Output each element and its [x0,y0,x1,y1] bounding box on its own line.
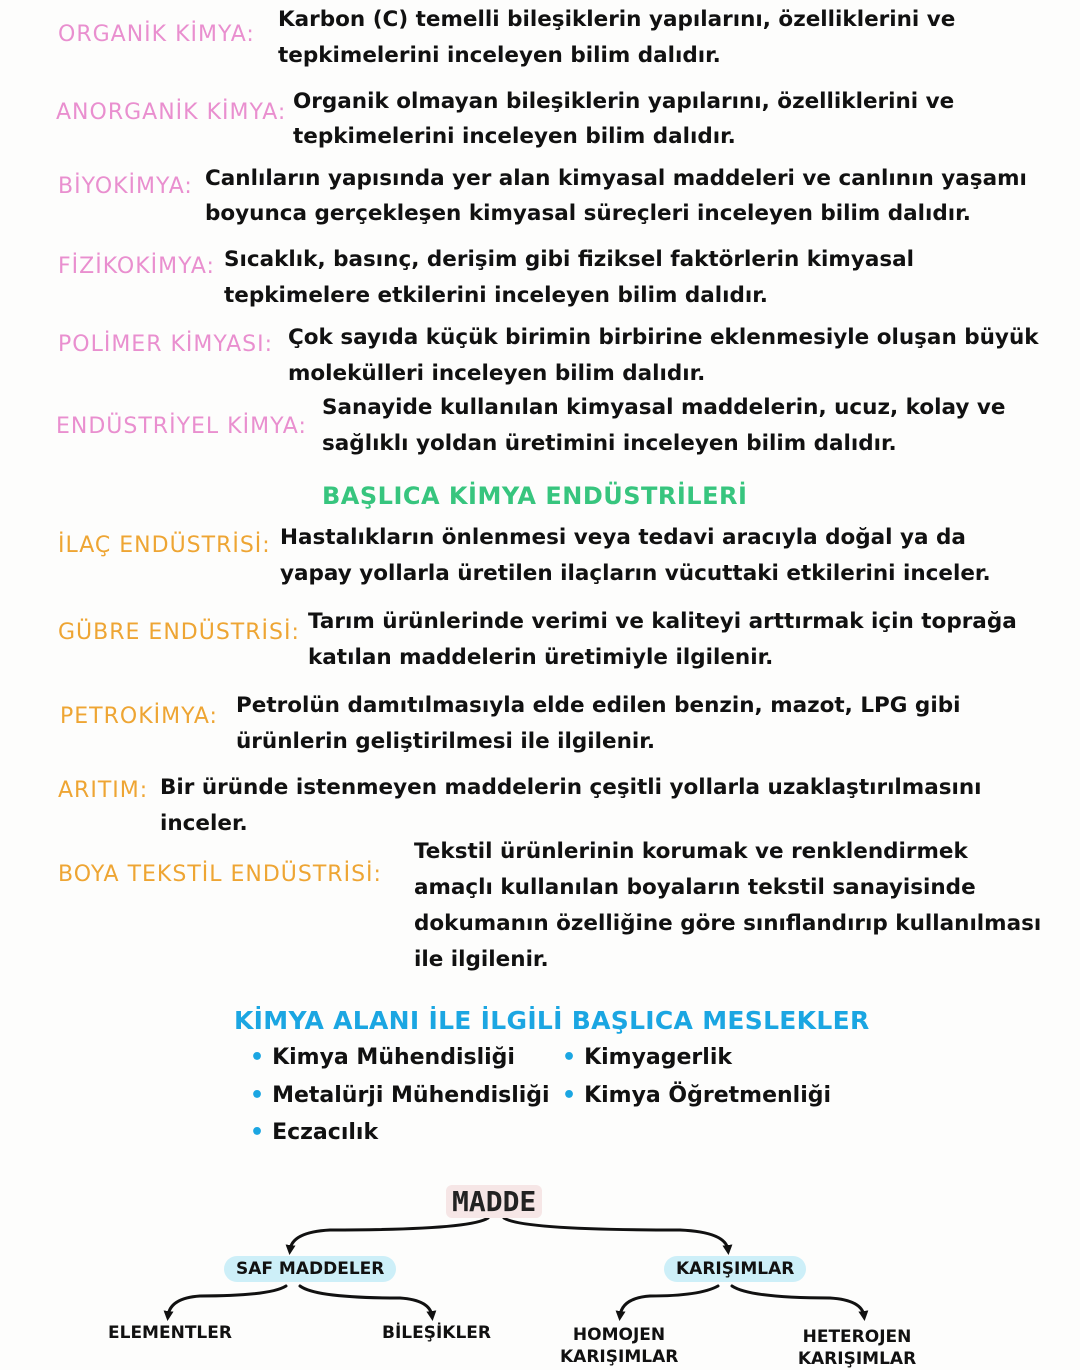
definition-line: ile ilgilenir. [414,947,549,972]
term-label: BOYA TEKSTİL ENDÜSTRİSİ: [58,862,382,887]
definition-line: katılan maddelerin üretimiyle ilgilenir. [308,645,774,670]
bullet-dot-icon: • [562,1083,577,1108]
professions-heading: KİMYA ALANI İLE İLGİLİ BAŞLICA MESLEKLER [234,1006,870,1035]
arrow-root-right [504,1218,728,1250]
term-label: PETROKİMYA: [60,704,218,729]
definition-line: Bir üründe istenmeyen maddelerin çeşitli yollarla uzaklaştırılmasını [160,775,982,800]
arrow-karisim-heterojen [732,1286,864,1316]
tree-leaf-bilesikler: BİLEŞİKLER [382,1323,492,1343]
profession-item: • Kimya Mühendisliği [250,1045,515,1070]
industries-heading: BAŞLICA KİMYA ENDÜSTRİLERİ [322,482,748,510]
term-label: BİYOKİMYA: [58,174,193,199]
definition-line: tepkimelere etkilerini inceleyen bilim dalıdır. [224,283,768,308]
bullet-dot-icon: • [250,1120,265,1145]
definition-line: ürünlerin geliştirilmesi ile ilgilenir. [236,729,656,754]
definition-line: tepkimelerini inceleyen bilim dalıdır. [278,43,721,68]
bullet-dot-icon: • [250,1045,265,1070]
definition-line: molekülleri inceleyen bilim dalıdır. [288,361,706,386]
tree-node-saf-maddeler: SAF MADDELER [224,1256,396,1282]
definition-line: Sanayide kullanılan kimyasal maddelerin, ucuz, kolay ve [322,395,1006,420]
profession-item: • Kimyagerlik [562,1045,732,1070]
term-label: POLİMER KİMYASI: [58,332,274,357]
term-label: FİZİKOKİMYA: [58,254,215,279]
bullet-dot-icon: • [562,1045,577,1070]
definition-line: Sıcaklık, basınç, derişim gibi fiziksel faktörlerin kimyasal [224,247,915,272]
tree-root: MADDE [446,1185,542,1218]
tree-node-karisimlar: KARIŞIMLAR [664,1256,806,1282]
term-label: ARITIM: [58,778,149,803]
term-label: ORGANİK KİMYA: [58,22,255,47]
definition-line: amaçlı kullanılan boyaların tekstil sanayisinde [414,875,976,900]
tree-leaf-homojen: HOMOJEN KARIŞIMLAR [560,1325,679,1367]
definition-line: Organik olmayan bileşiklerin yapılarını, özelliklerini ve [293,89,955,114]
term-label: ANORGANİK KİMYA: [56,100,287,125]
definition-line: Petrolün damıtılmasıyla elde edilen benzin, mazot, LPG gibi [236,693,961,718]
definition-line: boyunca gerçekleşen kimyasal süreçleri inceleyen bilim dalıdır. [205,201,971,226]
definition-line: yapay yollarla üretilen ilaçların vücuttaki etkilerini inceler. [280,561,991,586]
arrow-root-left [290,1218,488,1250]
definition-line: Çok sayıda küçük birimin birbirine eklenmesiyle oluşan büyük [288,325,1039,350]
profession-item: • Metalürji Mühendisliği [250,1083,550,1108]
definition-line: Karbon (C) temelli bileşiklerin yapılarını, özelliklerini ve [278,7,956,32]
arrow-saf-bilesikler [300,1286,432,1316]
definition-line: Tarım ürünlerinde verimi ve kaliteyi arttırmak için toprağa [308,609,1017,634]
definition-line: sağlıklı yoldan üretimini inceleyen bilim dalıdır. [322,431,897,456]
arrow-karisim-homojen [620,1286,718,1316]
arrow-saf-elementler [168,1286,286,1316]
definition-line: Canlıların yapısında yer alan kimyasal maddeleri ve canlının yaşamı [205,166,1027,191]
bullet-dot-icon: • [250,1083,265,1108]
definition-line: Hastalıkların önlenmesi veya tedavi aracıyla doğal ya da [280,525,966,550]
term-label: GÜBRE ENDÜSTRİSİ: [58,620,300,645]
tree-leaf-heterojen: HETEROJEN KARIŞIMLAR [797,1327,917,1369]
definition-line: dokumanın özelliğine göre sınıflandırıp kullanılması [414,911,1042,936]
profession-item: • Kimya Öğretmenliği [562,1083,832,1108]
term-label: İLAÇ ENDÜSTRİSİ: [58,533,271,558]
definition-line: inceler. [160,811,248,836]
term-label: ENDÜSTRİYEL KİMYA: [56,414,307,439]
definition-line: tepkimelerini inceleyen bilim dalıdır. [293,124,736,149]
tree-leaf-elementler: ELEMENTLER [108,1323,232,1343]
definition-line: Tekstil ürünlerinin korumak ve renklendirmek [414,839,968,864]
profession-item: • Eczacılık [250,1120,379,1145]
